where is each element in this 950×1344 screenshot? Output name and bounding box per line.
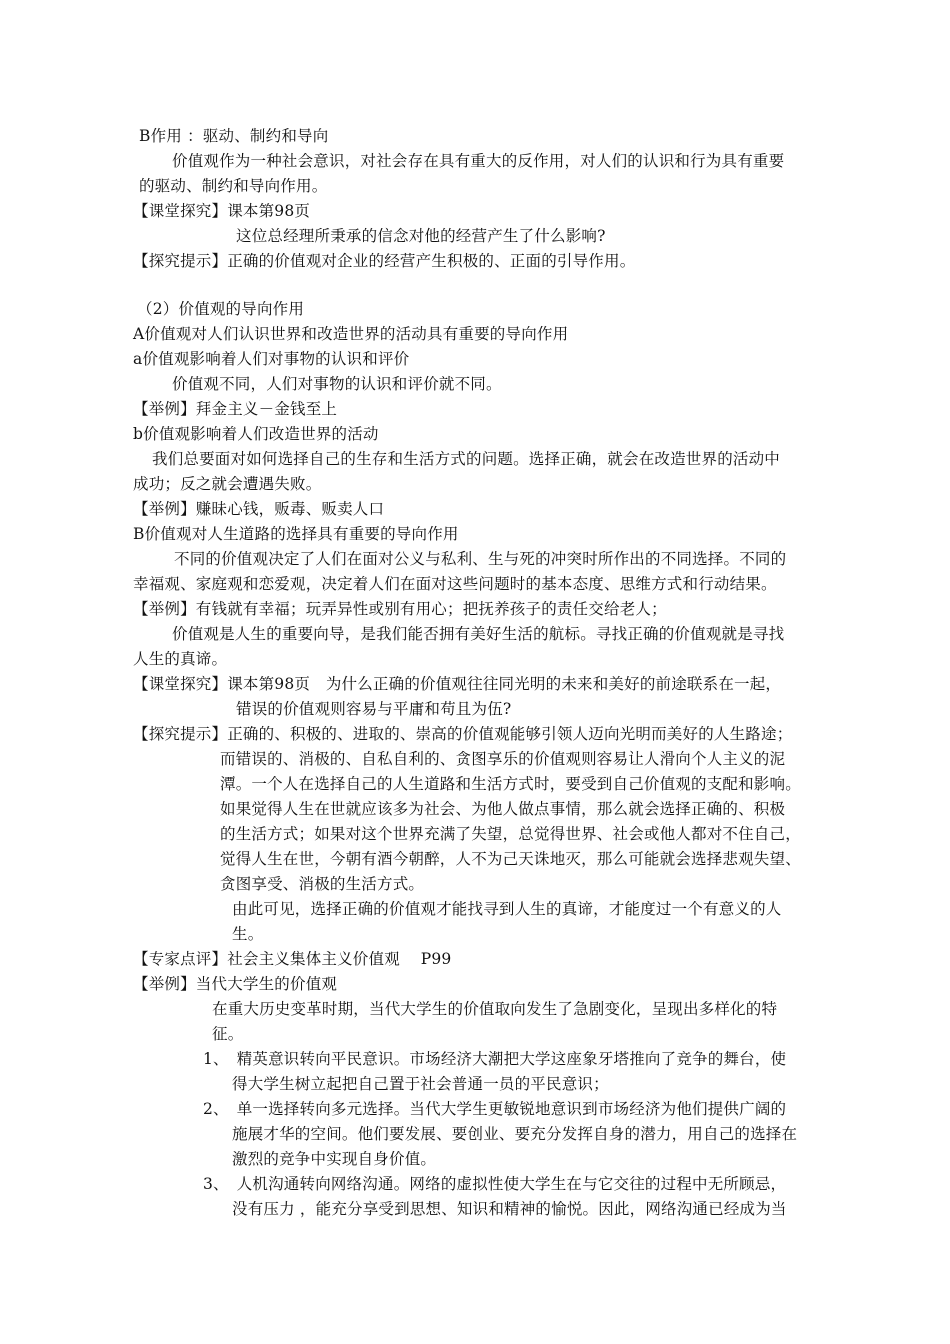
list-item-line: 没有压力 ，能充分享受到思想、知识和精神的愉悦。因此，网络沟通已经成为当 [232,1200,787,1218]
list-item: 3、 人机沟通转向网络沟通。网络的虚拟性使大学生在与它交往的过程中无所顾忌， [203,1175,787,1193]
inquiry-hint-line: 的生活方式；如果对这个世界充满了失望，总觉得世界、社会或他人都对不住自己， [220,825,801,843]
point-a-sub-b: b价值观影响着人们改造世界的活动 [133,425,379,443]
list-item-line: 施展才华的空间。他们要发展、要创业、要充分发挥自身的潜力，用自己的选择在 [232,1125,798,1143]
inquiry-question: 错误的价值观则容易与平庸和苟且为伍? [236,700,512,718]
inquiry-hint-line: 潭。一个人在选择自己的人生道路和生活方式时，要受到自己价值观的支配和影响。 [220,775,801,793]
inquiry-hint-line: 如果觉得人生在世就应该多为社会、为他人做点事情，那么就会选择正确的、积极 [220,800,786,818]
paragraph-line: 征。 [212,1025,244,1043]
inquiry-question: 这位总经理所秉承的信念对他的经营产生了什么影响? [236,227,606,245]
list-item-line: 得大学生树立起把自己置于社会普通一员的平民意识； [232,1075,609,1093]
point-b-heading: B价值观对人生道路的选择具有重要的导向作用 [133,525,459,543]
classroom-inquiry-label: 【课堂探究】课本第98页 [133,202,311,220]
paragraph-line: 我们总要面对如何选择自己的生存和生活方式的问题。选择正确，就会在改造世界的活动中 [152,450,781,468]
paragraph-line: 在重大历史变革时期，当代大学生的价值取向发生了急剧变化，呈现出多样化的特 [212,1000,778,1018]
point-a-heading: A价值观对人们认识世界和改造世界的活动具有重要的导向作用 [133,325,569,343]
inquiry-hint-line: 由此可见，选择正确的价值观才能找寻到人生的真谛，才能度过一个有意义的人 [232,900,782,918]
inquiry-hint: 【探究提示】正确的价值观对企业的经营产生积极的、正面的引导作用。 [133,252,636,270]
section-heading: （2）价值观的导向作用 [137,300,305,318]
example-line: 【举例】赚昧心钱，贩毒、贩卖人口 [133,500,385,518]
inquiry-hint-line: 而错误的、消极的、自私自利的、贪图享乐的价值观则容易让人滑向个人主义的泥 [220,750,786,768]
heading-b-function: B作用 ：驱动、制约和导向 [139,127,329,145]
paragraph-line: 的驱动、制约和导向作用。 [139,177,328,195]
example-line: 【举例】有钱就有幸福；玩弄异性或别有用心；把抚养孩子的责任交给老人； [133,600,667,618]
example-line: 【举例】拜金主义－金钱至上 [133,400,338,418]
paragraph-line: 价值观作为一种社会意识，对社会存在具有重大的反作用，对人们的认识和行为具有重要 [172,152,785,170]
list-item: 2、 单一选择转向多元选择。当代大学生更敏锐地意识到市场经济为他们提供广阔的 [203,1100,787,1118]
paragraph-line: 价值观不同，人们对事物的认识和评价就不同。 [172,375,502,393]
inquiry-hint-line: 生。 [232,925,264,943]
paragraph-line: 幸福观、家庭观和恋爱观，决定着人们在面对这些问题时的基本态度、思维方式和行动结果。 [133,575,777,593]
paragraph-line: 人生的真谛。 [133,650,228,668]
expert-comment: 【专家点评】社会主义集体主义价值观 P99 [133,950,452,968]
paragraph-line: 成功；反之就会遭遇失败。 [133,475,322,493]
paragraph-line: 价值观是人生的重要向导，是我们能否拥有美好生活的航标。寻找正确的价值观就是寻找 [172,625,785,643]
inquiry-hint: 【探究提示】正确的、积极的、进取的、崇高的价值观能够引领人迈向光明而美好的人生路途； [133,725,793,743]
example-line: 【举例】当代大学生的价值观 [133,975,338,993]
list-item-line: 激烈的竞争中实现自身价值。 [232,1150,437,1168]
inquiry-hint-line: 贪图享受、消极的生活方式。 [220,875,425,893]
classroom-inquiry-label: 【课堂探究】课本第98页 为什么正确的价值观往往同光明的未来和美好的前途联系在一起， [133,675,782,693]
inquiry-hint-line: 觉得人生在世，今朝有酒今朝醉，人不为己天诛地灭，那么可能就会选择悲观失望、 [220,850,801,868]
paragraph-line: 不同的价值观决定了人们在面对公义与私利、生与死的冲突时所作出的不同选择。不同的 [174,550,787,568]
point-a-sub-a: a价值观影响着人们对事物的认识和评价 [133,350,410,368]
list-item: 1、 精英意识转向平民意识。市场经济大潮把大学这座象牙塔推向了竞争的舞台，使 [203,1050,787,1068]
